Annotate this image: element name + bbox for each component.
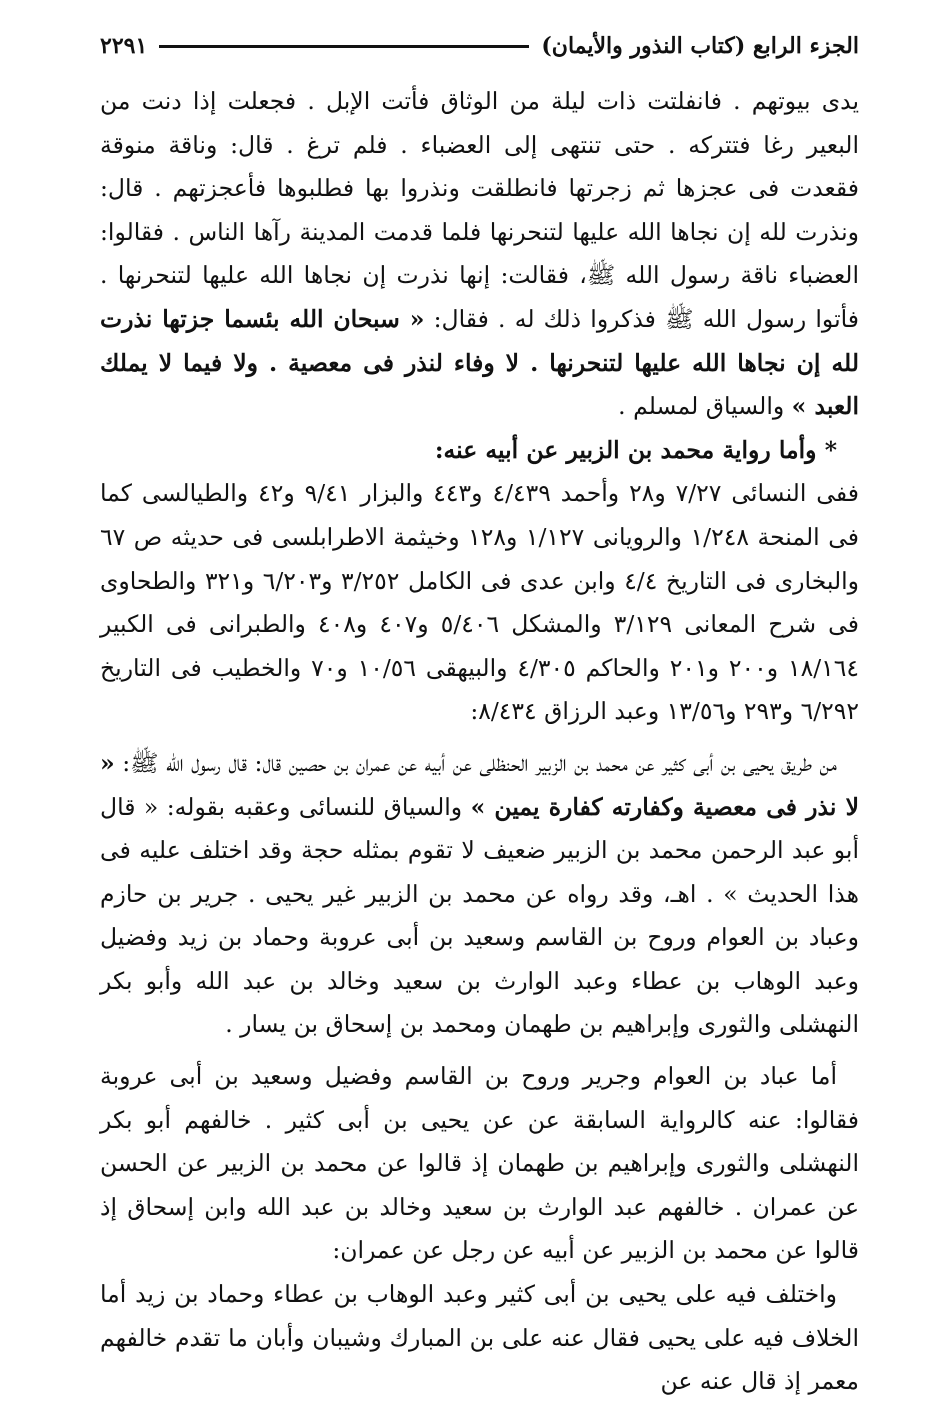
- page-number: ٢٢٩١: [100, 33, 148, 59]
- hadith-quote: « سبحان الله بئسما جزتها نذرت لله إن نجاها الله عليها لتنحرنها . لا وفاء لنذر فى معصية . ولا فيما لا يملك العبد »: [100, 304, 859, 421]
- text-run: من طريق يحيى بن أبى كثير عن محمد بن الزبير الحنظلى عن أبيه عن عمران بن حصين قال: قال رسول الله ﷺ:: [114, 748, 837, 777]
- text-run: يدى بيوتهم . فانفلتت ذات ليلة من الوثاق فأتت الإبل . فجعلت إذا دنت من البعير رغا فتتركه . حتى تنتهى إلى العضباء . فلم ترغ . قال: وناقة منوقة فقعدت فى عجزها ثم زجرتها فانطلقت ونذروا بها فطلبوها فأعجزتهم . قال: ونذرت لله إن نجاها الله عليها لتنحرنها فلما قدمت المدينة رآها الناس . فقالوا: العضباء ناقة رسول الله ﷺ، فقالت: إنها نذرت إن نجاها الله عليها لتنحرنها . فأتوا رسول الله ﷺ فذكروا ذلك له . فقال:: [100, 87, 860, 333]
- running-header: [100, 28, 859, 64]
- paragraph: [100, 742, 859, 1047]
- paragraph: [100, 1273, 859, 1404]
- text-run: ففى النسائى ٧/٢٧ و٢٨ وأحمد ٤/٤٣٩ و٤٤٣ والبزار ٩/٤١ و٤٢ والطيالسى كما فى المنحة ١/٢٤٨ والرويانى ١/١٢٧ و١٢٨ وخيثمة الاطرابلسى فى حديثه ص ٦٧ والبخارى فى التاريخ ٤/٤ وابن عدى فى الكامل ٣/٢٥٢ و٦/٢٠٣ و٣٢١ والطحاوى فى شرح المعانى ٣/١٢٩ والمشكل ٥/٤٠٦ و٤٠٧ و٤٠٨ والطبرانى فى الكبير ١٨/١٦٤ و٢٠٠ و٢٠١ والحاكم ٤/٣٠٥ والبيهقى ١٠/٥٦ و٧٠ والخطيب فى التاريخ ٦/٢٩٢ و٢٩٣ و١٣/٥٦ وعبد الرزاق ٨/٤٣٤:: [100, 479, 860, 726]
- text-run: أما عباد بن العوام وجرير وروح بن القاسم وفضيل وسعيد بن أبى عروبة فقالوا: عنه كالرواية السابقة عن عن يحيى بن أبى كثير . خالفهم أبو بكر النهشلى والثورى وإبراهيم بن طهمان إذ قالوا عن محمد بن الزبير عن الحسن عن عمران . خالفهم عبد الوارث بن سعيد وخالد بن عبد الله وابن إسحاق إذ قالوا عن محمد بن الزبير عن أبيه عن رجل عن عمران:: [100, 1062, 859, 1265]
- header-rule: [159, 45, 529, 48]
- paragraph: [100, 80, 859, 429]
- heading-text: * وأما رواية محمد بن الزبير عن أبيه عنه:: [434, 435, 837, 464]
- page-body: [100, 80, 859, 1404]
- text-run: والسياق للنسائى وعقبه بقوله: « قال أبو عبد الرحمن محمد بن الزبير ضعيف لا تقوم بمثله حجة وقد اختلف عليه فى هذا الحديث » . اهـ، وقد رواه عن محمد بن الزبير غير يحيى . جرير بن حازم وعباد بن العوام وروح بن القاسم وسعيد بن أبى عروبة وحماد بن زيد وفضيل وعبد الوهاب بن عطاء وعبد الوارث بن سعيد وخالد بن عبد الله وأبو بكر النهشلى والثورى وإبراهيم بن طهمان ومحمد بن إسحاق بن يسار .: [100, 792, 859, 1039]
- book-title: الجزء الرابع (كتاب النذور والأيمان): [541, 33, 859, 59]
- section-heading: [100, 429, 859, 473]
- text-run: والسياق لمسلم .: [618, 392, 792, 421]
- hadith-quote: « لا نذر فى معصية وكفارته كفارة يمين »: [100, 748, 859, 821]
- paragraph: [100, 472, 859, 734]
- text-run: واختلف فيه على يحيى بن أبى كثير وعبد الوهاب بن عطاء وحماد بن زيد أما الخلاف فيه على يحيى فقال عنه على بن المبارك وشيبان وأبان ما تقدم خالفهم معمر إذ قال عنه عن: [100, 1280, 859, 1396]
- paragraph: [100, 1055, 859, 1273]
